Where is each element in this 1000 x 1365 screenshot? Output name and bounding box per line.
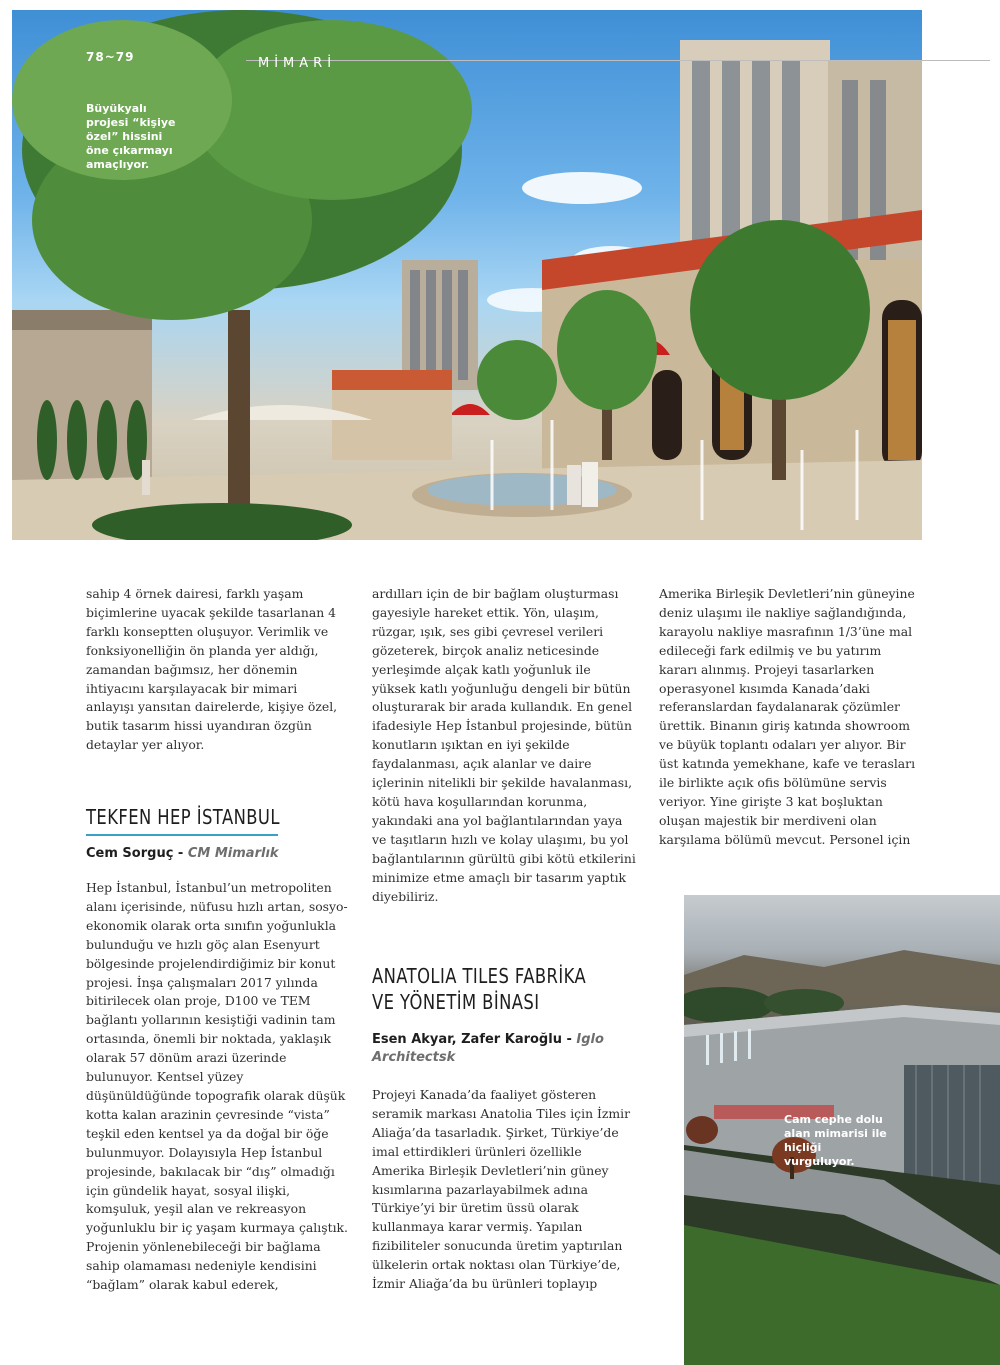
article-2-title-line-2: VE YÖNETİM BİNASI — [372, 990, 540, 1014]
article-1-firm: CM Mimarlık — [187, 846, 279, 861]
paragraph: Hep İstanbul, İstanbul’un metropoliten alanı içerisinde, nüfusu hızlı artan, sosyo-ekonomik olarak orta sınıfın yoğunlukla bulunduğu ve hızlı göç alan Esenyurt bölgesinde projelendirdiğimiz bir konut projesi. İnşa çalışmaları 2017 yılında bitirilecek olan proje, D100 ve TEM bağlantı yollarının kesiştiği vadinin tam ortasında, önemli bir noktada, yaklaşık olarak 57 dönüm arazi üzerinde bulunuyor. Kentsel yüzey düşünüldüğünde topografik olarak düşük kotta kalan arazinin çevresinde “vista” teşkil eden kentsel ya da doğal bir öğe bulunmuyor. Dolayısıyla Hep İstanbul projesinde, bakılacak bir “dış” olmadığı için gündelik hayat, sosyal ilişki, komşuluk, yeşil alan ve rekreasyon yoğunluklu bir iç yaşam kurmaya çalıştık. Projenin yönlenebileceği bir bağlama sahip olamaması nedeniyle kendisini “bağlam” olarak kabul ederek, — [86, 880, 348, 1293]
column-2-body — [372, 1086, 636, 1294]
article-2-title — [372, 963, 618, 1015]
article-2-firm: Iglo Architectsk — [372, 1032, 604, 1065]
column-1-intro — [86, 585, 348, 755]
paragraph: ardılları için de bir bağlam oluşturması gayesiyle hareket ettik. Yön, ulaşım, rüzgar, ışık, ses gibi çevresel verileri gözeterek, birçok analiz neticesinde yerleşimde alçak katlı yoğunluk ile yüksek katlı yoğunluğu dengeli bir bütün oluşturarak bir arada kullandık. En genel ifadesiyle Hep İstanbul projesinde, bütün konutların ışıktan en iyi şekilde faydalanması, açık alanlar ve daire içlerinin nitelikli bir şekilde havalanması, kötü hava koşullarından korunma, yakındaki ana yol bağlantılarından yaya ve taşıtların hızlı ve kolay ulaşımı, bu yol bağlantılarının gürültü gibi kötü etkilerini minimize etme amaçlı bir tasarım yaptık diyebiliriz. — [372, 586, 636, 904]
paragraph: Projeyi Kanada’da faaliyet gösteren seramik markası Anatolia Tiles için İzmir Aliağa’da tasarladık. Şirket, Türkiye’de imal ettirdikleri ürünleri özellikle Amerika Birleşik Devletleri’nin güney kısımlarına pazarlayabilmek adına Türkiye’yi bir üretim üssü olarak kullanmaya karar vermiş. Yapılan fizibiliteler sonucunda üretim yaptırılan ülkelerin ortak noktası olan Türkiye’de, İzmir Aliağa’da bu ürünleri toplayıp — [372, 1087, 631, 1292]
hero-caption: Büyükyalı projesi “kişiye özel” hissini öne çıkarmayı amaçlıyor. — [86, 102, 176, 171]
header-rule — [246, 60, 990, 61]
hero-illustration — [12, 10, 922, 540]
article-2-title-line-1: ANATOLIA TILES FABRİKA — [372, 964, 587, 988]
article-1-title: TEKFEN HEP İSTANBUL — [86, 805, 280, 829]
column-3-top — [659, 585, 923, 850]
page-numbers: 78~79 — [86, 50, 135, 64]
paragraph: Amerika Birleşik Devletleri’nin güneyine deniz ulaşımı ile nakliye sağlandığında, karayolu nakliye masrafının 1/3’üne mal edileceği fark edilmiş ve bu yatırım kararı alınmış. Projeyi tasarlarken operasyonel kısımda Kanada’daki referanslardan faydalanarak çözümler ürettik. Binanın giriş katında showroom ve büyük toplantı odaları yer alıyor. Bir üst katında yemekhane, kafe ve terasları ile birlikte açık ofis bölümüne servis veriyor. Yine girişte 3 kat boşluktan oluşan majestik bir merdiveni olan karşılama bölümü mevcut. Personel için — [659, 586, 916, 847]
article-2-byline — [372, 1031, 622, 1067]
article-2-author: Esen Akyar, Zafer Karoğlu - — [372, 1032, 577, 1047]
article-1-title-underline — [86, 834, 278, 836]
hero-photo — [12, 10, 922, 540]
section-label: MİMARİ — [258, 56, 337, 71]
column-2-top — [372, 585, 636, 906]
article-1-byline — [86, 845, 348, 863]
paragraph: sahip 4 örnek dairesi, farklı yaşam biçimlerine uyacak şekilde tasarlanan 4 farklı konseptten oluşuyor. Verimlik ve fonksiyonelliğin ön planda yer aldığı, zamandan bağımsız, her dönemin ihtiyacını karşılayacak bir mimari anlayışı yansıtan dairelerde, kişiye özel, butik tasarım hissi uyandıran özgün detaylar yer alıyor. — [86, 586, 338, 753]
factory-photo-caption: Cam cephe dolu alan mimarisi ile hiçliği vurguluyor. — [784, 1113, 887, 1168]
column-1-body — [86, 879, 348, 1295]
article-1-author: Cem Sorguç - — [86, 846, 188, 861]
